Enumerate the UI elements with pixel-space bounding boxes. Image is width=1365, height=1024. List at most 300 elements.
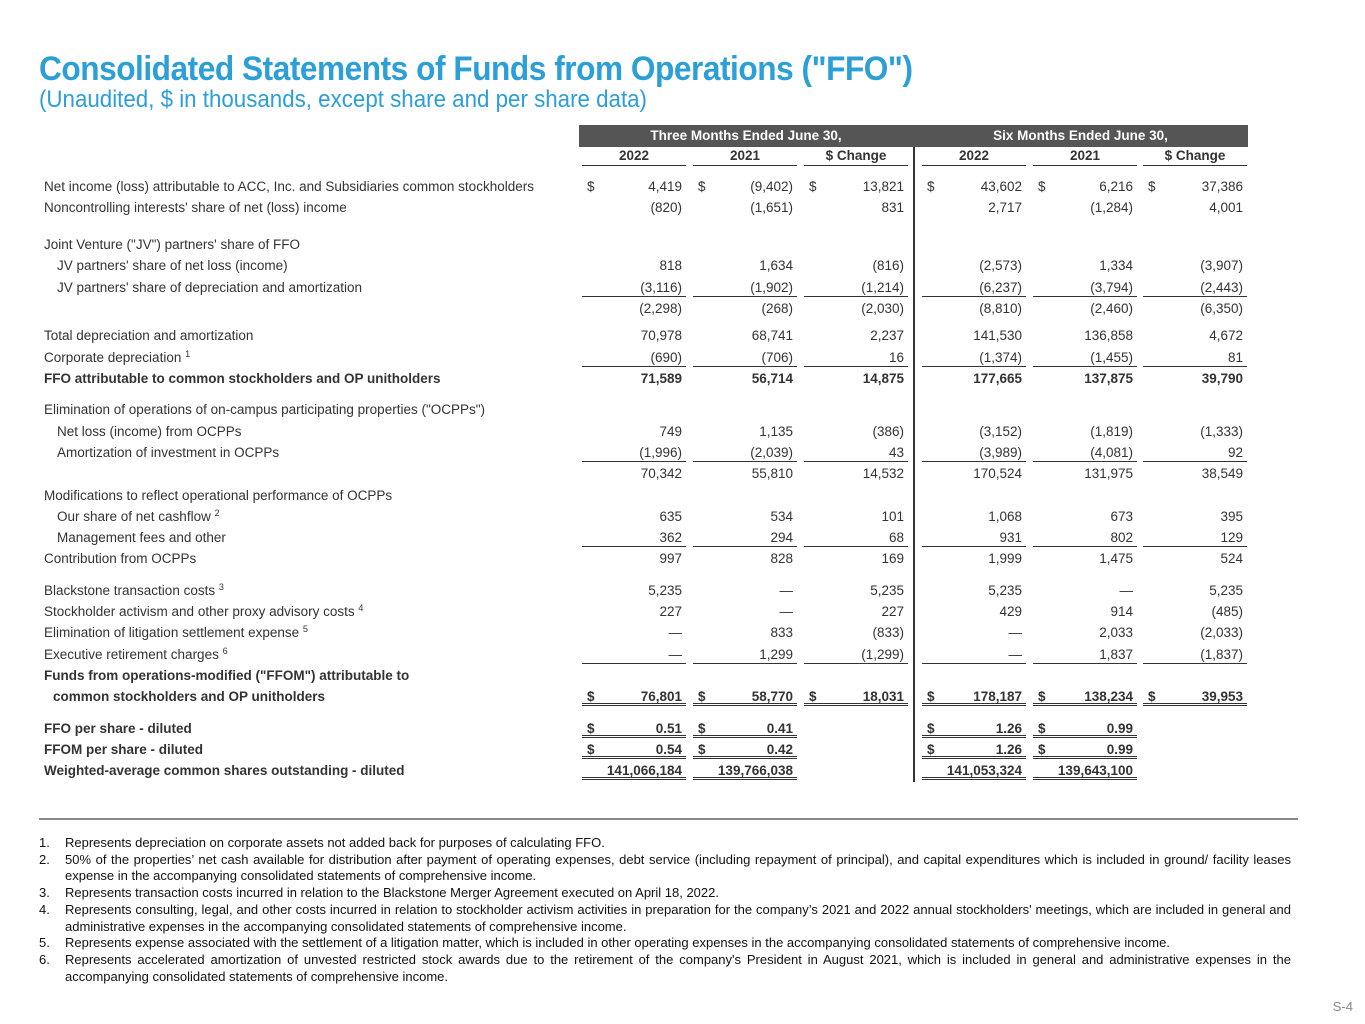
footnote-number: 4. (39, 901, 50, 917)
cell-value (1033, 529, 1137, 547)
footnote-separator (39, 818, 1298, 820)
cell-text: — (1008, 647, 1022, 662)
col-header-3m-change: $ Change (804, 148, 908, 166)
cell-value (804, 279, 908, 297)
cell-value (693, 300, 797, 318)
cell-value (804, 762, 908, 780)
cell-text: 0.51 (655, 721, 682, 736)
row-label (44, 370, 441, 388)
cell-text: (3,989) (979, 445, 1022, 460)
cell-text: 1,999 (988, 551, 1022, 566)
cell-text: (2,573) (979, 258, 1022, 273)
cell-text: 178,187 (973, 689, 1022, 704)
cell-text: 1,334 (1099, 258, 1133, 273)
cell-value (1143, 646, 1247, 664)
cell-value (693, 720, 797, 738)
cell-text: 129 (1220, 530, 1243, 545)
row-label-text: FFO attributable to common stockholders and OP unitholders (44, 371, 441, 386)
cell-value (1143, 508, 1247, 526)
cell-value (582, 465, 686, 483)
cell-text: 4,419 (648, 179, 682, 194)
cell-value (804, 582, 908, 600)
cell-value (1143, 199, 1247, 217)
cell-value (582, 370, 686, 388)
cell-text: 138,234 (1084, 689, 1133, 704)
footnote-ref: 2 (214, 508, 220, 518)
cell-value (1033, 624, 1137, 642)
footnote-number: 6. (39, 951, 50, 967)
cell-text: (706) (761, 350, 793, 365)
cell-value (693, 178, 797, 196)
currency-sign: $ (1148, 689, 1156, 704)
cell-text: 534 (770, 509, 793, 524)
row-label-text: Corporate depreciation (44, 350, 182, 365)
cell-text: 39,953 (1201, 689, 1243, 704)
cell-text: 802 (1110, 530, 1133, 545)
cell-text: (1,214) (861, 280, 904, 295)
cell-text: 18,031 (862, 689, 904, 704)
cell-text: 58,770 (751, 689, 793, 704)
cell-text: 635 (659, 509, 682, 524)
cell-value (804, 444, 908, 462)
cell-text: 56,714 (751, 371, 793, 386)
cell-value (922, 199, 1026, 217)
cell-text: — (668, 625, 682, 640)
cell-value (804, 624, 908, 642)
cell-text: 0.99 (1106, 721, 1133, 736)
cell-text: (1,374) (979, 350, 1022, 365)
table-row (0, 688, 1365, 706)
footnote-ref: 6 (222, 646, 228, 656)
table-row (0, 401, 1365, 419)
cell-value (693, 199, 797, 217)
cell-value (582, 508, 686, 526)
cell-text: (1,299) (861, 647, 904, 662)
table-row (0, 199, 1365, 217)
cell-value (1143, 762, 1247, 780)
row-label (44, 349, 190, 367)
cell-text: 831 (881, 200, 904, 215)
cell-text: 2,717 (988, 200, 1022, 215)
cell-value (582, 529, 686, 547)
cell-text: 5,235 (988, 583, 1022, 598)
currency-sign: $ (587, 721, 595, 736)
cell-value (693, 465, 797, 483)
cell-text: 68 (888, 530, 904, 545)
cell-value (1033, 444, 1137, 462)
cell-value (693, 688, 797, 706)
col-header-3m-2022: 2022 (582, 148, 686, 166)
cell-value (582, 300, 686, 318)
cell-text: (2,298) (639, 301, 682, 316)
cell-value (1033, 349, 1137, 367)
cell-value (693, 423, 797, 441)
cell-text: 136,858 (1084, 328, 1133, 343)
cell-text: 1,475 (1099, 551, 1133, 566)
cell-value (922, 465, 1026, 483)
cell-value (582, 550, 686, 568)
cell-text: (2,033) (1200, 625, 1243, 640)
cell-value (1033, 550, 1137, 568)
cell-text: (485) (1211, 604, 1243, 619)
cell-value (693, 444, 797, 462)
row-label-text: JV partners' share of net loss (income) (57, 258, 288, 273)
cell-text: — (1119, 583, 1133, 598)
row-label (44, 327, 253, 345)
cell-value (582, 444, 686, 462)
table-row (0, 257, 1365, 275)
footnote-text: Represents accelerated amortization of unvested restricted stock awards due to the retirement of the company's President in August 2021, which is included in general and administrative expenses in the accompanying consolidated statements of comprehensive income. (65, 951, 1291, 984)
cell-text: 362 (659, 530, 682, 545)
cell-value (922, 688, 1026, 706)
cell-text: (1,837) (1200, 647, 1243, 662)
period-header-three-months: Three Months Ended June 30, (579, 125, 913, 147)
row-label (53, 688, 325, 706)
cell-text: 5,235 (648, 583, 682, 598)
row-label (44, 401, 485, 419)
cell-value (804, 300, 908, 318)
cell-text: 170,524 (973, 466, 1022, 481)
cell-value (1033, 508, 1137, 526)
cell-value (804, 423, 908, 441)
row-label-text: JV partners' share of depreciation and amortization (57, 280, 362, 295)
cell-value (1143, 257, 1247, 275)
cell-value (804, 529, 908, 547)
cell-value (693, 603, 797, 621)
cell-value (804, 688, 908, 706)
cell-value (804, 720, 908, 738)
cell-value (804, 349, 908, 367)
cell-text: 524 (1220, 551, 1243, 566)
cell-text: 39,790 (1201, 371, 1243, 386)
cell-text: (833) (872, 625, 904, 640)
cell-value (1033, 720, 1137, 738)
cell-value (693, 508, 797, 526)
cell-value (582, 603, 686, 621)
cell-text: (268) (761, 301, 793, 316)
cell-text: (1,651) (750, 200, 793, 215)
cell-text: 673 (1110, 509, 1133, 524)
cell-value (1033, 762, 1137, 780)
cell-value (582, 624, 686, 642)
cell-value (1143, 603, 1247, 621)
cell-text: 0.54 (655, 742, 682, 757)
cell-text: 141,053,324 (946, 763, 1022, 778)
row-label-text: Net loss (income) from OCPPs (57, 424, 242, 439)
cell-value (922, 508, 1026, 526)
cell-value (804, 646, 908, 664)
page-subtitle: (Unaudited, $ in thousands, except share and per share data) (39, 86, 648, 113)
currency-sign: $ (927, 742, 935, 757)
cell-value (922, 178, 1026, 196)
cell-value (693, 646, 797, 664)
cell-text: 0.99 (1106, 742, 1133, 757)
row-label-text: FFOM per share - diluted (44, 742, 204, 757)
cell-value (922, 646, 1026, 664)
cell-text: 37,386 (1201, 179, 1243, 194)
cell-text: 833 (770, 625, 793, 640)
currency-sign: $ (1148, 179, 1156, 194)
cell-text: (9,402) (750, 179, 793, 194)
cell-text: (1,455) (1090, 350, 1133, 365)
currency-sign: $ (698, 179, 706, 194)
currency-sign: $ (587, 179, 595, 194)
cell-text: 5,235 (1209, 583, 1243, 598)
cell-text: (1,819) (1090, 424, 1133, 439)
table-row (0, 370, 1365, 388)
cell-text: 131,975 (1084, 466, 1133, 481)
cell-text: 43 (888, 445, 904, 460)
footnote-ref: 5 (302, 624, 308, 634)
cell-value (582, 741, 686, 759)
cell-text: (6,350) (1200, 301, 1243, 316)
cell-value (1143, 688, 1247, 706)
cell-value (1033, 199, 1137, 217)
cell-value (1033, 646, 1137, 664)
col-header-6m-change: $ Change (1143, 148, 1247, 166)
cell-text: 931 (999, 530, 1022, 545)
cell-text: 55,810 (751, 466, 793, 481)
cell-value (1033, 178, 1137, 196)
row-label-text: FFO per share - diluted (44, 721, 192, 736)
cell-value (922, 423, 1026, 441)
row-label (44, 199, 347, 217)
cell-value (1143, 720, 1247, 738)
table-row (0, 349, 1365, 367)
table-row (0, 236, 1365, 254)
currency-sign: $ (587, 689, 595, 704)
cell-text: — (1008, 625, 1022, 640)
cell-text: 141,530 (973, 328, 1022, 343)
cell-text: 169 (881, 551, 904, 566)
cell-value (1143, 582, 1247, 600)
cell-value (1143, 423, 1247, 441)
currency-sign: $ (927, 179, 935, 194)
cell-text: — (779, 583, 793, 598)
cell-text: (1,284) (1090, 200, 1133, 215)
footnote-ref: 3 (218, 582, 224, 592)
cell-value (1143, 624, 1247, 642)
cell-value (1033, 279, 1137, 297)
cell-value (804, 465, 908, 483)
table-row (0, 444, 1365, 462)
table-row (0, 720, 1365, 738)
row-label (44, 603, 363, 621)
cell-text: 139,643,100 (1057, 763, 1133, 778)
table-row (0, 327, 1365, 345)
cell-value (693, 327, 797, 345)
cell-value (804, 550, 908, 568)
row-label (44, 236, 300, 254)
table-row (0, 487, 1365, 505)
cell-text: (690) (650, 350, 682, 365)
row-label (57, 279, 362, 297)
row-label-text: Joint Venture ("JV") partners' share of FFO (44, 237, 301, 252)
cell-text: 227 (881, 604, 904, 619)
cell-text: 914 (1110, 604, 1133, 619)
row-label-text: Elimination of operations of on-campus participating properties ("OCPPs") (44, 402, 486, 417)
cell-text: 43,602 (980, 179, 1022, 194)
cell-value (1033, 257, 1137, 275)
cell-value (1033, 370, 1137, 388)
cell-text: 14,875 (862, 371, 904, 386)
row-label-text: Elimination of litigation settlement expense (44, 625, 300, 640)
row-label (44, 720, 192, 738)
cell-value (582, 178, 686, 196)
currency-sign: $ (1038, 179, 1046, 194)
col-header-6m-2021: 2021 (1033, 148, 1137, 166)
cell-text: 828 (770, 551, 793, 566)
currency-sign: $ (587, 742, 595, 757)
cell-value (582, 423, 686, 441)
currency-sign: $ (809, 179, 817, 194)
cell-value (1143, 349, 1247, 367)
cell-text: 141,066,184 (606, 763, 682, 778)
table-row (0, 646, 1365, 664)
cell-value (804, 327, 908, 345)
cell-value (1143, 279, 1247, 297)
row-label-text: Noncontrolling interests' share of net (loss) income (44, 200, 347, 215)
table-row (0, 603, 1365, 621)
cell-value (1143, 465, 1247, 483)
cell-text: 997 (659, 551, 682, 566)
row-label (57, 508, 220, 526)
cell-value (693, 550, 797, 568)
cell-text: — (779, 604, 793, 619)
cell-value (922, 624, 1026, 642)
cell-text: 227 (659, 604, 682, 619)
cell-text: 70,978 (640, 328, 682, 343)
row-label (57, 257, 288, 275)
cell-text: 137,875 (1084, 371, 1133, 386)
cell-value (582, 688, 686, 706)
cell-value (582, 720, 686, 738)
cell-text: (1,996) (639, 445, 682, 460)
cell-text: 1,837 (1099, 647, 1133, 662)
col-header-6m-2022: 2022 (922, 148, 1026, 166)
cell-value (1033, 603, 1137, 621)
table-row (0, 741, 1365, 759)
cell-value (804, 741, 908, 759)
footnote-item (39, 835, 1291, 852)
cell-value (1143, 741, 1247, 759)
cell-value (582, 762, 686, 780)
cell-text: 5,235 (870, 583, 904, 598)
cell-text: (2,443) (1200, 280, 1243, 295)
cell-text: 38,549 (1201, 466, 1243, 481)
row-label-text: Management fees and other (57, 530, 226, 545)
cell-text: 13,821 (862, 179, 904, 194)
cell-text: 395 (1220, 509, 1243, 524)
row-label-text: Weighted-average common shares outstanding - diluted (44, 763, 405, 778)
cell-value (922, 300, 1026, 318)
currency-sign: $ (698, 721, 706, 736)
footnote-text: Represents expense associated with the settlement of a litigation matter, which is included in other operating expenses in the accompanying consolidated statements of comprehensive income. (65, 935, 1170, 951)
row-label (57, 529, 226, 547)
cell-text: 4,001 (1209, 200, 1243, 215)
cell-value (922, 720, 1026, 738)
footnote-item (39, 935, 1291, 952)
footnote-item (39, 885, 1291, 902)
cell-text: 139,766,038 (717, 763, 793, 778)
cell-value (582, 582, 686, 600)
cell-text: 101 (881, 509, 904, 524)
cell-value (693, 762, 797, 780)
cell-text: 2,237 (870, 328, 904, 343)
cell-value (1143, 550, 1247, 568)
cell-text: 70,342 (640, 466, 682, 481)
table-row (0, 582, 1365, 600)
cell-text: (2,039) (750, 445, 793, 460)
table-row (0, 508, 1365, 526)
cell-value (693, 624, 797, 642)
footnote-text: Represents consulting, legal, and other costs incurred in relation to stockholder activism activities in preparation for the company’s 2021 and 2022 annual stockholders' meetings, which are included in general and administrative expenses in the accompanying consolidated statements of comprehensive income. (65, 901, 1291, 934)
cell-text: 1,135 (759, 424, 793, 439)
row-label (44, 582, 224, 600)
cell-value (922, 444, 1026, 462)
cell-value (922, 603, 1026, 621)
cell-value (1033, 423, 1137, 441)
cell-value (1033, 300, 1137, 318)
cell-value (1143, 370, 1247, 388)
row-label (44, 178, 534, 196)
cell-value (1033, 741, 1137, 759)
footnote-number: 1. (39, 835, 50, 850)
cell-text: 1.26 (995, 742, 1022, 757)
row-label (44, 741, 203, 759)
footnotes (39, 835, 1291, 985)
table-row (0, 465, 1365, 483)
table-row (0, 550, 1365, 568)
cell-text: 177,665 (973, 371, 1022, 386)
footnote-item (39, 902, 1291, 935)
cell-text: 16 (888, 350, 904, 365)
cell-text: 1,634 (759, 258, 793, 273)
footnote-text: Represents depreciation on corporate assets not added back for purposes of calculating FFO. (65, 835, 605, 850)
cell-text: 76,801 (640, 689, 682, 704)
table-row (0, 667, 1365, 685)
cell-value (804, 508, 908, 526)
cell-text: 294 (770, 530, 793, 545)
row-label (44, 667, 409, 685)
row-label-text: Modifications to reflect operational performance of OCPPs (44, 488, 393, 503)
cell-value (804, 370, 908, 388)
currency-sign: $ (698, 689, 706, 704)
cell-text: (1,333) (1200, 424, 1243, 439)
cell-text: 429 (999, 604, 1022, 619)
cell-value (582, 257, 686, 275)
cell-text: (820) (650, 200, 682, 215)
footnote-number: 5. (39, 935, 50, 951)
row-label-text: Stockholder activism and other proxy advisory costs (44, 604, 355, 619)
cell-value (1143, 178, 1247, 196)
row-label (44, 487, 392, 505)
footnote-text: Represents transaction costs incurred in relation to the Blackstone Merger Agreement executed on April 18, 2022. (65, 885, 719, 901)
table-row (0, 300, 1365, 318)
row-label-text: Amortization of investment in OCPPs (57, 445, 280, 460)
footnote-item (39, 952, 1291, 985)
cell-value (693, 257, 797, 275)
cell-text: 71,589 (640, 371, 682, 386)
currency-sign: $ (1038, 689, 1046, 704)
footnote-text: 50% of the properties’ net cash available for distribution after payment of operating expenses, debt service (including repayment of principal), and capital expenditures which is included in ground/ facility leases expense in the accompanying consolidated statements of comprehensive income. (65, 851, 1291, 884)
cell-value (1033, 465, 1137, 483)
cell-value (582, 349, 686, 367)
row-label (44, 550, 196, 568)
cell-value (582, 327, 686, 345)
cell-text: (8,810) (979, 301, 1022, 316)
cell-value (1033, 327, 1137, 345)
